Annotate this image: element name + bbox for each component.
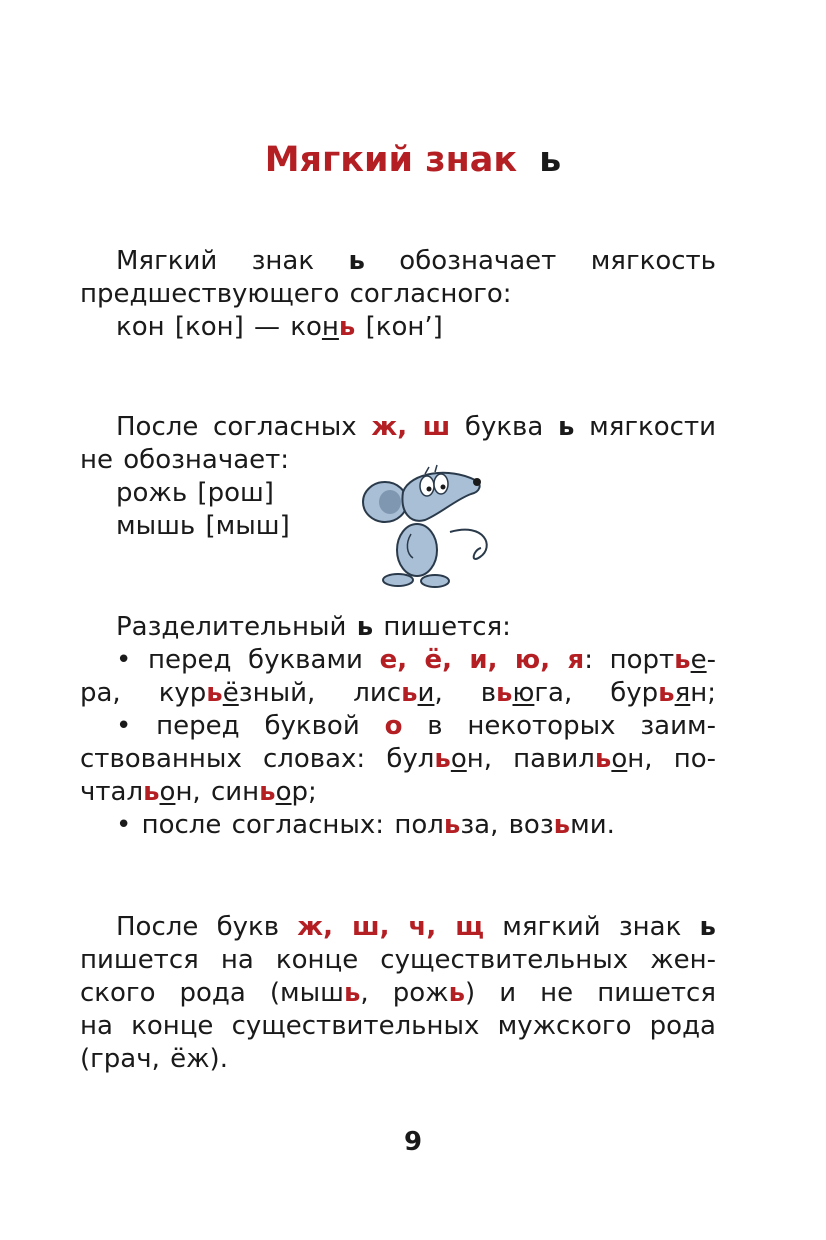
rule-line: на конце существительных мужского рода bbox=[80, 1011, 716, 1041]
text: • перед буквами bbox=[116, 645, 380, 675]
text: Мягкий знак bbox=[116, 246, 349, 276]
rule-line: пишется на конце существительных жен- bbox=[80, 945, 716, 975]
page-number: 9 bbox=[403, 1127, 423, 1157]
title-soft-sign: ь bbox=[539, 140, 562, 180]
text: ского рода (мыш bbox=[80, 978, 344, 1008]
underlined-letter: о bbox=[611, 744, 628, 774]
soft-sign: ь bbox=[553, 810, 571, 840]
text: га, бур bbox=[534, 678, 659, 708]
title-text: Мягкий знак bbox=[264, 140, 518, 180]
rule-separating-soft-sign bbox=[80, 611, 716, 842]
soft-sign: ь bbox=[343, 978, 361, 1008]
text: ) и не пишется bbox=[465, 978, 716, 1008]
underlined-letter: е bbox=[690, 645, 707, 675]
soft-sign: ь bbox=[348, 246, 365, 276]
highlighted-letters: ж, ш, ч, щ bbox=[297, 912, 484, 942]
page-title bbox=[0, 140, 826, 180]
soft-sign: ь bbox=[338, 312, 356, 342]
text: Разделительный bbox=[116, 612, 357, 642]
soft-sign: ь bbox=[401, 678, 418, 708]
text: мягкости bbox=[574, 412, 716, 442]
rule-line bbox=[80, 977, 716, 1010]
rule-line: предшествующего согласного: bbox=[80, 279, 512, 309]
soft-sign: ь bbox=[356, 612, 374, 642]
soft-sign: ь bbox=[434, 744, 451, 774]
highlighted-letters: о bbox=[384, 711, 403, 741]
rule-soft-sign-meaning bbox=[80, 245, 716, 344]
text: чтал bbox=[80, 777, 144, 807]
text: [кон’] bbox=[355, 312, 443, 342]
underlined-letter: о bbox=[450, 744, 467, 774]
soft-sign: ь bbox=[699, 912, 716, 942]
underlined-letter: и bbox=[417, 678, 435, 708]
bullet-line bbox=[80, 776, 716, 809]
rule-line: (грач, ёж). bbox=[80, 1044, 228, 1074]
rule-line bbox=[80, 911, 716, 944]
soft-sign: ь bbox=[658, 678, 675, 708]
soft-sign: ь bbox=[443, 810, 461, 840]
underlined-letter: ю bbox=[512, 678, 535, 708]
bullet-line bbox=[80, 809, 716, 842]
text: н, павил bbox=[466, 744, 595, 774]
text: • после согласных: пол bbox=[116, 810, 444, 840]
rule-line bbox=[80, 411, 716, 444]
example-line bbox=[80, 311, 716, 344]
text: н, син bbox=[175, 777, 260, 807]
text: зный, лис bbox=[238, 678, 402, 708]
highlighted-letters: ж, ш bbox=[371, 412, 451, 442]
text: кон [кон] — ко bbox=[116, 312, 322, 342]
underlined-letter: ё bbox=[222, 678, 239, 708]
example-line: рожь [рош] bbox=[116, 478, 274, 508]
underlined-letter: о bbox=[275, 777, 292, 807]
rule-line bbox=[80, 245, 716, 278]
text: обозначает мягкость bbox=[364, 246, 716, 276]
soft-sign: ь bbox=[557, 412, 575, 442]
text: буква bbox=[450, 412, 558, 442]
mouse-illustration bbox=[355, 462, 500, 592]
soft-sign: ь bbox=[143, 777, 160, 807]
text: н, по- bbox=[627, 744, 716, 774]
example-line: мышь [мыш] bbox=[116, 511, 290, 541]
text: ствованных словах: бул bbox=[80, 744, 435, 774]
soft-sign: ь bbox=[448, 978, 466, 1008]
text: ми. bbox=[570, 810, 615, 840]
soft-sign: ь bbox=[206, 678, 223, 708]
soft-sign: ь bbox=[259, 777, 276, 807]
soft-sign: ь bbox=[594, 744, 612, 774]
rule-noun-endings bbox=[80, 911, 716, 1076]
text: в некоторых заим- bbox=[402, 711, 716, 741]
soft-sign: ь bbox=[496, 678, 513, 708]
soft-sign: ь bbox=[674, 645, 691, 675]
text: н; bbox=[690, 678, 717, 708]
text: за, воз bbox=[460, 810, 554, 840]
underlined-letter: я bbox=[674, 678, 691, 708]
text: - bbox=[706, 645, 716, 675]
bullet-line bbox=[80, 710, 716, 743]
bullet-line bbox=[80, 743, 716, 776]
text: : порт bbox=[584, 645, 675, 675]
text: пишется: bbox=[373, 612, 511, 642]
rule-line bbox=[80, 611, 716, 644]
text: После согласных bbox=[116, 412, 372, 442]
bullet-line bbox=[80, 677, 716, 710]
text: ра, кур bbox=[80, 678, 207, 708]
highlighted-letters: е, ё, и, ю, я bbox=[379, 645, 585, 675]
underlined-letter: о bbox=[159, 777, 176, 807]
text: , в bbox=[434, 678, 497, 708]
bullet-line bbox=[80, 644, 716, 677]
text: После букв bbox=[116, 912, 298, 942]
text: мягкий знак bbox=[484, 912, 700, 942]
underlined-letter: н bbox=[321, 312, 339, 342]
text: р; bbox=[291, 777, 317, 807]
rule-line: не обозначает: bbox=[80, 445, 290, 475]
text: • перед буквой bbox=[116, 711, 385, 741]
text: , рож bbox=[360, 978, 449, 1008]
